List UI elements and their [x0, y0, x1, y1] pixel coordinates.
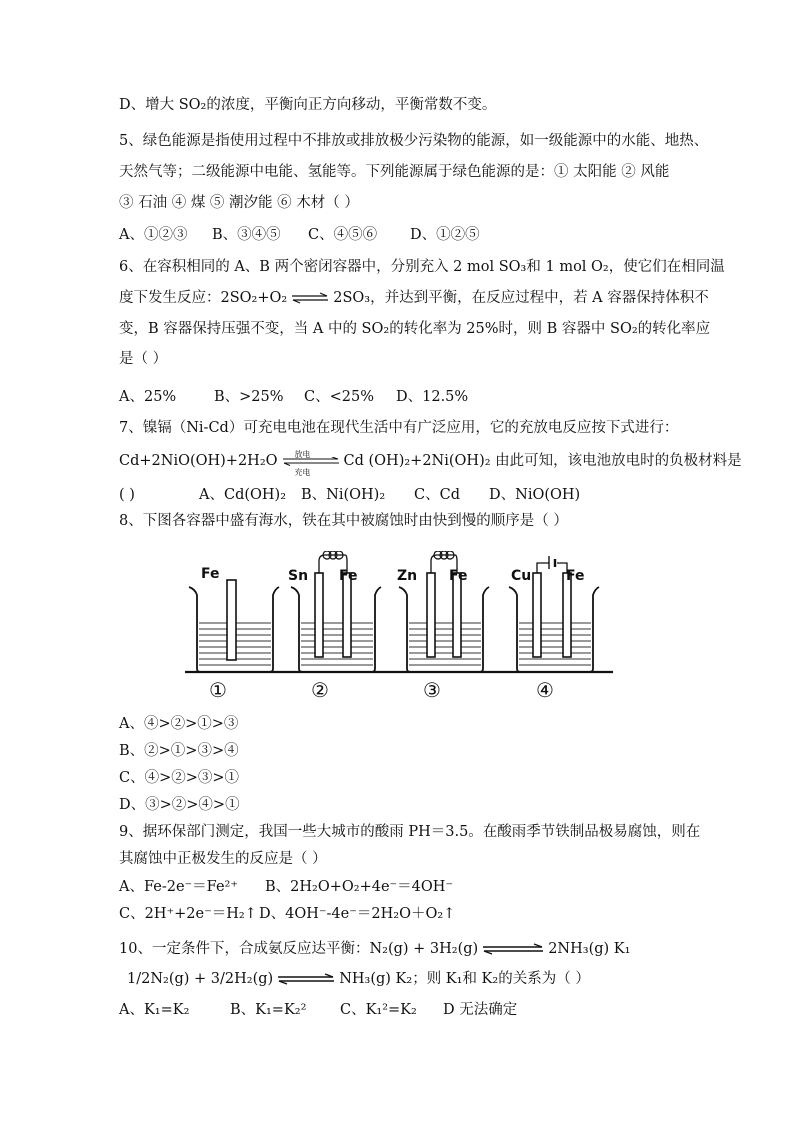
q7-option-a: A、Cd(OH)₂ — [199, 487, 287, 503]
q7-stem-line2 — [119, 450, 742, 477]
q7-products: Cd (OH)₂+2Ni(OH)₂ 由此可知，该电池放电时的负极材料是 — [343, 453, 742, 469]
q10-options — [119, 1001, 517, 1019]
q6-reactants: 度下发生反应：2SO₂+O₂ — [119, 290, 288, 306]
q10-option-b: B、K₁=K₂² — [230, 1002, 307, 1018]
q6-option-d: D、12.5% — [396, 389, 469, 405]
q10-products-1: 2NH₃(g) K₁ — [548, 941, 631, 957]
q9-option-d: D、4OH⁻-4e⁻＝2H₂O＋O₂↑ — [259, 906, 456, 922]
q5-option-d: D、①②⑤ — [410, 227, 480, 243]
q5-option-b: B、③④⑤ — [212, 227, 281, 243]
beaker-3-left-label: Zn — [397, 568, 418, 584]
q7-option-c: C、Cd — [414, 487, 460, 503]
q7-paren: ( ) — [119, 487, 135, 503]
beaker-4-right-label: Fe — [566, 568, 585, 584]
q6-option-a: A、25% — [119, 389, 177, 405]
q9-stem-line2: 其腐蚀中正极发生的反应是（ ） — [119, 851, 327, 867]
q8-option-a: A、④>②>①>③ — [119, 716, 239, 732]
beaker-2-left-label: Sn — [288, 568, 309, 584]
q4-option-d: D、增大 SO₂的浓度，平衡向正方向移动，平衡常数不变。 — [119, 97, 497, 113]
q7-options — [119, 486, 580, 504]
q5-stem-line2: 天然气等；二级能源中电能、氢能等。下列能源属于绿色能源的是：① 太阳能 ② 风能 — [119, 164, 670, 180]
q5-stem-line1: 5、绿色能源是指使用过程中不排放或排放极少污染物的能源，如一级能源中的水能、地热、 — [119, 133, 709, 149]
q7-reaction-arrow — [281, 450, 341, 477]
q6-stem-line4: 是（ ） — [119, 351, 168, 367]
beaker-3-number: ③ — [423, 678, 441, 702]
beaker-4-left-label: Cu — [511, 568, 532, 584]
q6-stem-line1: 6、在容积相同的 A、B 两个密闭容器中，分别充入 2 mol SO₃和 1 mol O₂，使它们在相同温 — [119, 259, 725, 275]
q8-option-b: B、②>①>③>④ — [119, 743, 239, 759]
beaker-1-number: ① — [209, 678, 227, 702]
q10-products-2: NH₃(g) K₂；则 K₁和 K₂的关系为（ ） — [339, 971, 590, 987]
q6-option-c: C、<25% — [304, 389, 374, 405]
q6-stem-line2 — [119, 289, 709, 307]
beaker-2-number: ② — [311, 678, 329, 702]
q10-stem-line2 — [127, 970, 590, 988]
reversible-arrow-icon — [281, 457, 341, 466]
q5-option-c: C、④⑤⑥ — [308, 227, 378, 243]
arrow-label-charge: 充电 — [294, 468, 311, 477]
equilibrium-arrow-icon — [277, 973, 335, 985]
q6-products: 2SO₃，并达到平衡，在反应过程中，若 A 容器保持体积不 — [333, 290, 709, 306]
q5-stem-line3: ③ 石油 ④ 煤 ⑤ 潮汐能 ⑥ 木材（ ） — [119, 195, 359, 211]
beaker-4-number: ④ — [536, 678, 554, 702]
q8-stem: 8、下图各容器中盛有海水，铁在其中被腐蚀时由快到慢的顺序是（ ） — [119, 513, 568, 529]
q7-reactants: Cd+2NiO(OH)+2H₂O — [119, 453, 278, 469]
q7-option-d: D、NiO(OH) — [489, 487, 581, 503]
q8-option-d: D、③>②>④>① — [119, 797, 240, 813]
q10-option-d: D 无法确定 — [443, 1002, 518, 1018]
q10-stem-line1 — [119, 940, 630, 958]
beaker-3-right-label: Fe — [449, 568, 468, 584]
equilibrium-arrow-icon — [291, 292, 329, 304]
q6-stem-line3: 变，B 容器保持压强不变，当 A 中的 SO₂的转化率为 25%时，则 B 容器中 SO₂的转化率应 — [119, 321, 711, 337]
q9-option-a: A、Fe-2e⁻＝Fe²⁺ — [119, 879, 238, 895]
q10-reactants-1: 10、一定条件下，合成氨反应达平衡：N₂(g) + 3H₂(g) — [119, 941, 479, 957]
beaker-1 — [189, 580, 279, 672]
q9-option-b: B、2H₂O+O₂+4e⁻＝4OH⁻ — [265, 879, 454, 895]
q5-options — [119, 226, 480, 244]
q6-option-b: B、>25% — [214, 389, 284, 405]
q5-option-a: A、①②③ — [119, 227, 188, 243]
q7-option-b: B、Ni(OH)₂ — [301, 487, 386, 503]
q7-stem-line1: 7、镍镉（Ni-Cd）可充电电池在现代生活中有广泛应用，它的充放电反应按下式进行： — [119, 420, 679, 436]
q10-reactants-2: 1/2N₂(g) + 3/2H₂(g) — [127, 971, 274, 987]
equilibrium-arrow-icon — [482, 943, 544, 955]
q10-option-c: C、K₁²=K₂ — [340, 1002, 417, 1018]
q8-option-c: C、④>②>③>① — [119, 770, 240, 786]
q9-stem-line1: 9、据环保部门测定，我国一些大城市的酸雨 PH＝3.5。在酸雨季节铁制品极易腐蚀，则在 — [119, 824, 701, 840]
q9-option-c: C、2H⁺+2e⁻＝H₂↑ — [119, 906, 257, 922]
q9-options-row2 — [119, 905, 455, 923]
arrow-label-discharge: 放电 — [294, 450, 311, 459]
beaker-2-right-label: Fe — [339, 568, 358, 584]
q9-options-row1 — [119, 878, 453, 896]
beaker-1-right-label: Fe — [201, 566, 220, 582]
q10-option-a: A、K₁=K₂ — [119, 1002, 190, 1018]
q6-options — [119, 388, 468, 406]
